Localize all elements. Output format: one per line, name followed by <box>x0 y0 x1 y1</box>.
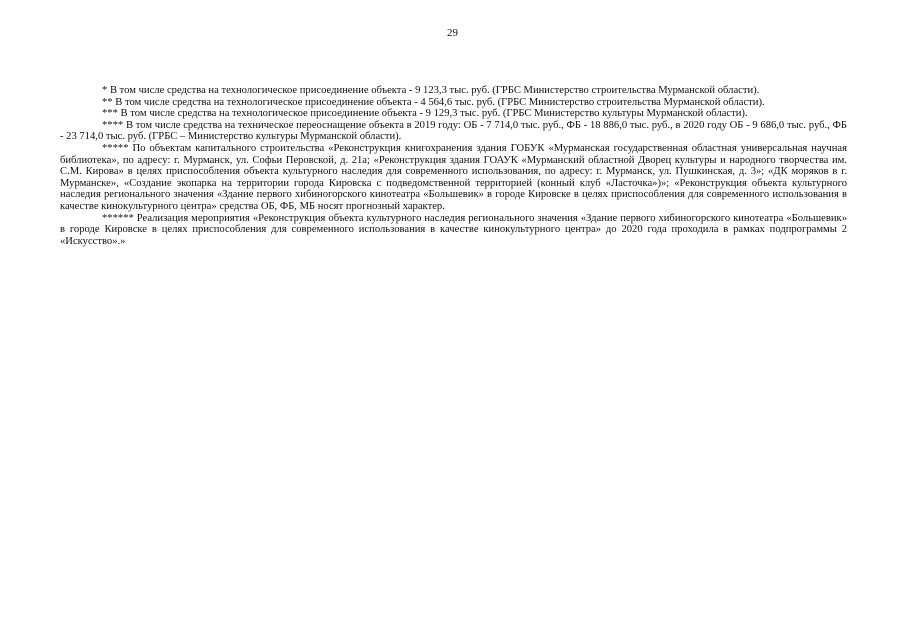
footnote-text: По объектам капитального строительства «Реконструкция книгохранения здания ГОБУК «Мурманская государственная областная универсальная научная библиотека», по адресу: г. Мурманск, ул. Софьи Перовской, д. 21а; «Реконструкция здания ГОАУК «Мурманский областной Дворец культуры и народного творчества им. С.М. Кирова» в целях приспособления объекта культурного наследия для современного использования, по адресу: г. Мурманск, ул. Пушкинская, д. 3»; «ДК моряков в г. Мурманске», «Создание экопарка на территории города Кировска с подведомственной территорией (конный клуб «Ласточка»)»; «Реконструкция объекта культурного наследия регионального значения «Здание первого хибиногорского кинотеатра «Большевик» в городе Кировске в целях приспособления для современного использования в качестве кинокультурного центра» средства ОБ, ФБ, МБ носят прогнозный характер. <box>60 142 847 212</box>
footnote-marker: *** <box>102 108 118 120</box>
page-number: 29 <box>447 27 458 39</box>
footnote-marker: **** <box>102 119 124 131</box>
footnote-marker: ****** <box>102 212 134 224</box>
footnote-text: В том числе средства на технологическое присоединение объекта - 9 123,3 тыс. руб. (ГРБС Министерство строительства Мурманской области). <box>109 85 760 96</box>
footnote-text: В том числе средства на технологическое присоединение объекта - 9 129,3 тыс. руб. (ГРБС Министерство культуры Мурманской области). <box>120 108 748 120</box>
footnote-4 <box>60 120 847 143</box>
footnotes <box>60 85 847 247</box>
footnote-text: В том числе средства на техническое переоснащение объекта в 2019 году: ОБ - 7 714,0 тыс. руб., ФБ - 18 886,0 тыс. руб., в 2020 году ОБ - 9 686,0 тыс. руб., ФБ - 23 714,0 тыс. руб. (ГРБС – Министерство культуры Мурманской области). <box>60 119 847 143</box>
footnote-6 <box>60 213 847 248</box>
footnote-marker: ***** <box>102 142 129 154</box>
footnote-3 <box>60 108 847 120</box>
footnote-text: В том числе средства на технологическое присоединение объекта - 4 564,6 тыс. руб. (ГРБС Министерство строительства Мурманской области). <box>115 96 765 108</box>
footnote-5 <box>60 143 847 213</box>
footnote-text: Реализация мероприятия «Реконструкция объекта культурного наследия регионального значения «Здание первого хибиногорского кинотеатра «Большевик» в городе Кировске в целях приспособления для современного использования в качестве кинокультурного центра» до 2020 года проходила в рамках подпрограммы 2 «Искусство».» <box>60 212 847 247</box>
footnote-marker: ** <box>102 96 113 108</box>
footnote-2 <box>60 97 847 109</box>
footnote-1 <box>60 85 847 97</box>
footnote-marker: * <box>102 85 108 96</box>
